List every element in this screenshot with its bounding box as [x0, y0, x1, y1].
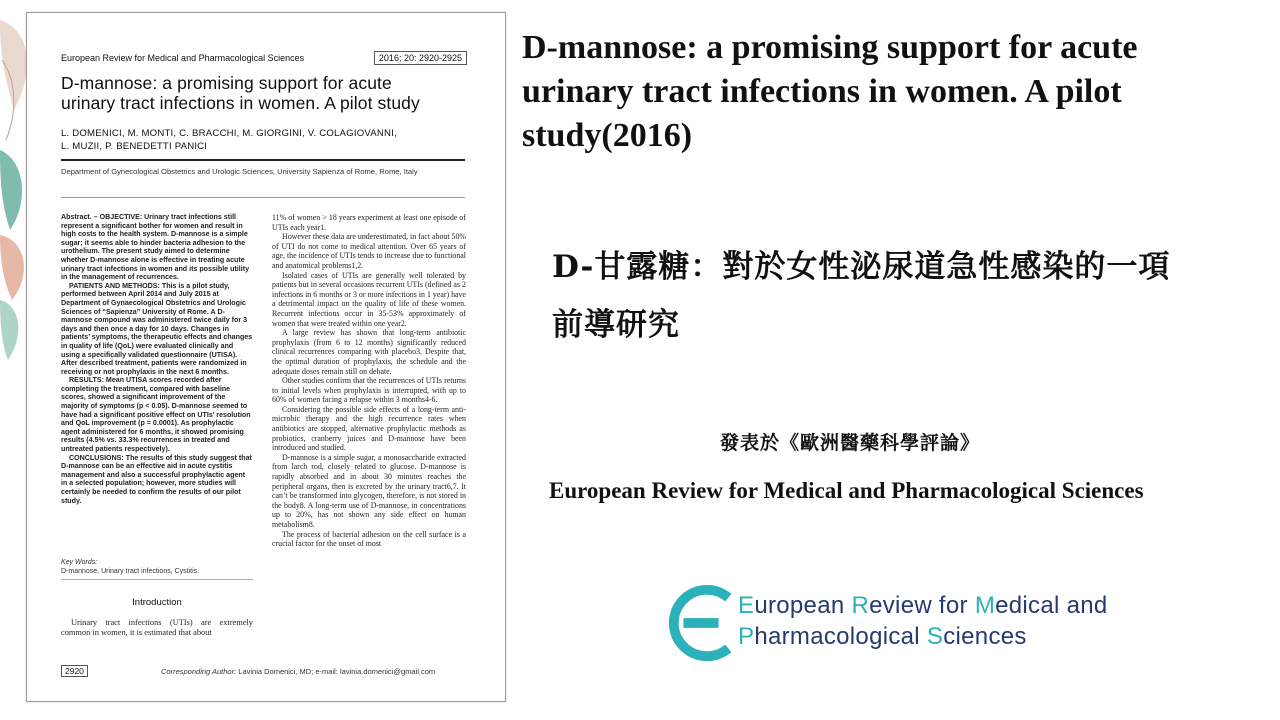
paper-keywords — [61, 558, 253, 576]
journal-logo-icon — [662, 584, 740, 662]
abstract-objective: Abstract. – OBJECTIVE: Urinary tract infections still represent a significant bother for women and result in high costs to the health system. D-mannose is a simple sugar; it seems able to hinder bacteria adhesion to the urothelium. The present study aimed to determine whether D-mannose alone is effective in treating acute urinary tract infections in women and its possible utility in the management of recurrences. — [61, 213, 250, 282]
logo-text-segment: eview for — [869, 592, 975, 619]
paper-right-column — [272, 213, 466, 549]
paragraph: However these data are underestimated, in fact about 50% of UTI do not come to medical attention. Over 65 years of age, the incidence of UTIs tends to increase due to functional and anatomical problems1,2. — [272, 232, 466, 270]
paper-journal-name: European Review for Medical and Pharmacological Sciences — [61, 53, 305, 63]
keywords-rule — [61, 579, 253, 580]
logo-text-line — [738, 621, 1108, 652]
paper-affiliation: Department of Gynecological Obstetrics and Urologic Sciences, University Sapienza of Rome, Rome, Italy — [61, 167, 418, 176]
slide-chinese-published-in: 發表於《歐洲醫藥科學評論》 — [720, 432, 981, 454]
paragraph: Other studies confirm that the recurrences of UTIs returns to initial levels when prophylaxis is interrupted, with up to 60% of women facing a relapse within 3 months4-6. — [272, 376, 466, 405]
paper-authors — [61, 127, 471, 153]
logo-text-segment: uropean — [754, 592, 852, 619]
logo-text-segment: ciences — [943, 623, 1027, 650]
paragraph: 11% of women > 18 years experiment at least one episode of UTIs each year1. — [272, 213, 466, 232]
corresponding-text: Lavinia Domenici, MD; e-mail: lavinia.domenici@gmail.com — [238, 667, 436, 676]
paper-title-line: D-mannose: a promising support for acute — [61, 73, 392, 93]
slide-english-title: D-mannose: a promising support for acute urinary tract infections in women. A pilot study(2016) — [522, 29, 1138, 154]
zh-title-line: D-甘露糖：對於女性泌尿道急性感染的一項 — [552, 249, 1171, 285]
paper-title — [61, 73, 471, 113]
slide-english-journal-name: European Review for Medical and Pharmacological Sciences — [549, 478, 1144, 503]
logo-text-segment: edical and — [995, 592, 1108, 619]
intro-text: Urinary tract infections (UTIs) are extremely common in women, it is estimated that about — [61, 618, 253, 637]
paragraph: A large review has shown that long-term antibiotic prophylaxis (from 6 to 12 months) significantly reduced clinical recurrences comparing with placebo3. Despite that, the optimal duration of prophylaxis, the schedule and the adequate doses remain still on debate. — [272, 328, 466, 376]
slide-chinese-title — [552, 238, 1252, 354]
journal-logo-text — [738, 590, 1108, 652]
intro-heading: Introduction — [132, 597, 182, 608]
paper-abstract — [61, 213, 253, 505]
paper-authors-line: L. DOMENICI, M. MONTI, C. BRACCHI, M. GIORGINI, V. COLAGIOVANNI, — [61, 128, 397, 139]
paper-affiliation-rule — [61, 197, 465, 198]
paragraph: The process of bacterial adhesion on the cell surface is a crucial factor for the onset of most — [272, 529, 466, 549]
corresponding-label: Corresponding Author: — [161, 667, 237, 676]
abstract-results: RESULTS: Mean UTISA scores recorded after completing the treatment, compared with baseline scores, showed a significant improvement of the majority of symptoms (p < 0.05). D-mannose seemed to have had a significant positive effect on UTIs’ resolution and QoL improvement (p = 0.0001). As prophylactic agent administered for 6 months, it showed promising results (4.5% vs. 33.3% recurrences in treated and untreated patients respectively). — [61, 376, 251, 454]
paper-first-page — [26, 12, 506, 702]
corresponding-author — [161, 667, 435, 676]
paper-title-rule — [61, 159, 465, 161]
paper-page-number: 2920 — [61, 665, 88, 677]
paper-authors-line: L. MUZII, P. BENEDETTI PANICI — [61, 141, 208, 152]
paper-citation: 2016; 20: 2920-2925 — [374, 51, 467, 65]
logo-text-segment: S — [926, 623, 944, 650]
paper-title-line: urinary tract infections in women. A pilot study — [61, 93, 420, 113]
paragraph: Isolated cases of UTIs are generally well tolerated by patients but in several occasions recurrent UTIs (defined as 2 infections in 6 months or 3 or more infections in 1 year) have a detrimental impact on the quality of life of these women. Recurrent infections occur in 35-53% approximately of women that were treated within one year2. — [272, 270, 466, 328]
abstract-methods: PATIENTS AND METHODS: This is a pilot study, performed between April 2014 and July 2015 at Department of Gynaecological Obstetrics and Urologic Sciences of “Sapienza” University of Rome. A D-mannose compound was administered twice daily for 3 days and then once a day for 10 days. Changes in patients’ symptoms, the therapeutic effects and changes in quality of life (QoL) were evaluated clinically and using a specifically validated questionnaire (UTISA). After described treatment, patients were randomized in receiving or not prophylaxis in the next 6 months. — [61, 281, 253, 376]
logo-text-segment: M — [974, 592, 996, 619]
abstract-conclusions: CONCLUSIONS: The results of this study suggest that D-mannose can be an effective aid in acute cystitis management and also a successful prophylactic agent in a selected population; however, more studies will certainly be needed to confirm the results of our pilot study. — [61, 453, 252, 505]
logo-text-line — [738, 590, 1108, 621]
logo-text-segment: harmacological — [754, 623, 927, 650]
paper-header — [61, 51, 467, 67]
paragraph: D-mannose is a simple sugar, a monosaccharide extracted from larch rod, closely related to glucose. D-mannose is rapidly absorbed and in about 30 minutes reaches the peripheral organs, then is excreted by the urinary tract6,7. It can’t be transformed into glycogen, therefore, is not stored in the body8. A long-term use of D-mannose, in concentrations up to 20%, has not shown any side effect on human metabolism8. — [272, 452, 466, 529]
keywords-text: D-mannose, Urinary tract infections, Cystitis. — [61, 568, 200, 575]
logo-text-segment: P — [738, 623, 755, 650]
zh-title-line: 前導研究 — [552, 307, 680, 343]
paragraph: Considering the possible side effects of a long-term anti-microbic therapy and the high recurrence rates when antibiotics are stopped, alternative prophylactic methods as probiotics, cranberry juices and D-mannose have been introduced and studied. — [272, 404, 466, 453]
logo-text-segment: R — [851, 592, 870, 619]
logo-text-segment: E — [738, 592, 755, 619]
keywords-label: Key Words: — [61, 559, 98, 566]
